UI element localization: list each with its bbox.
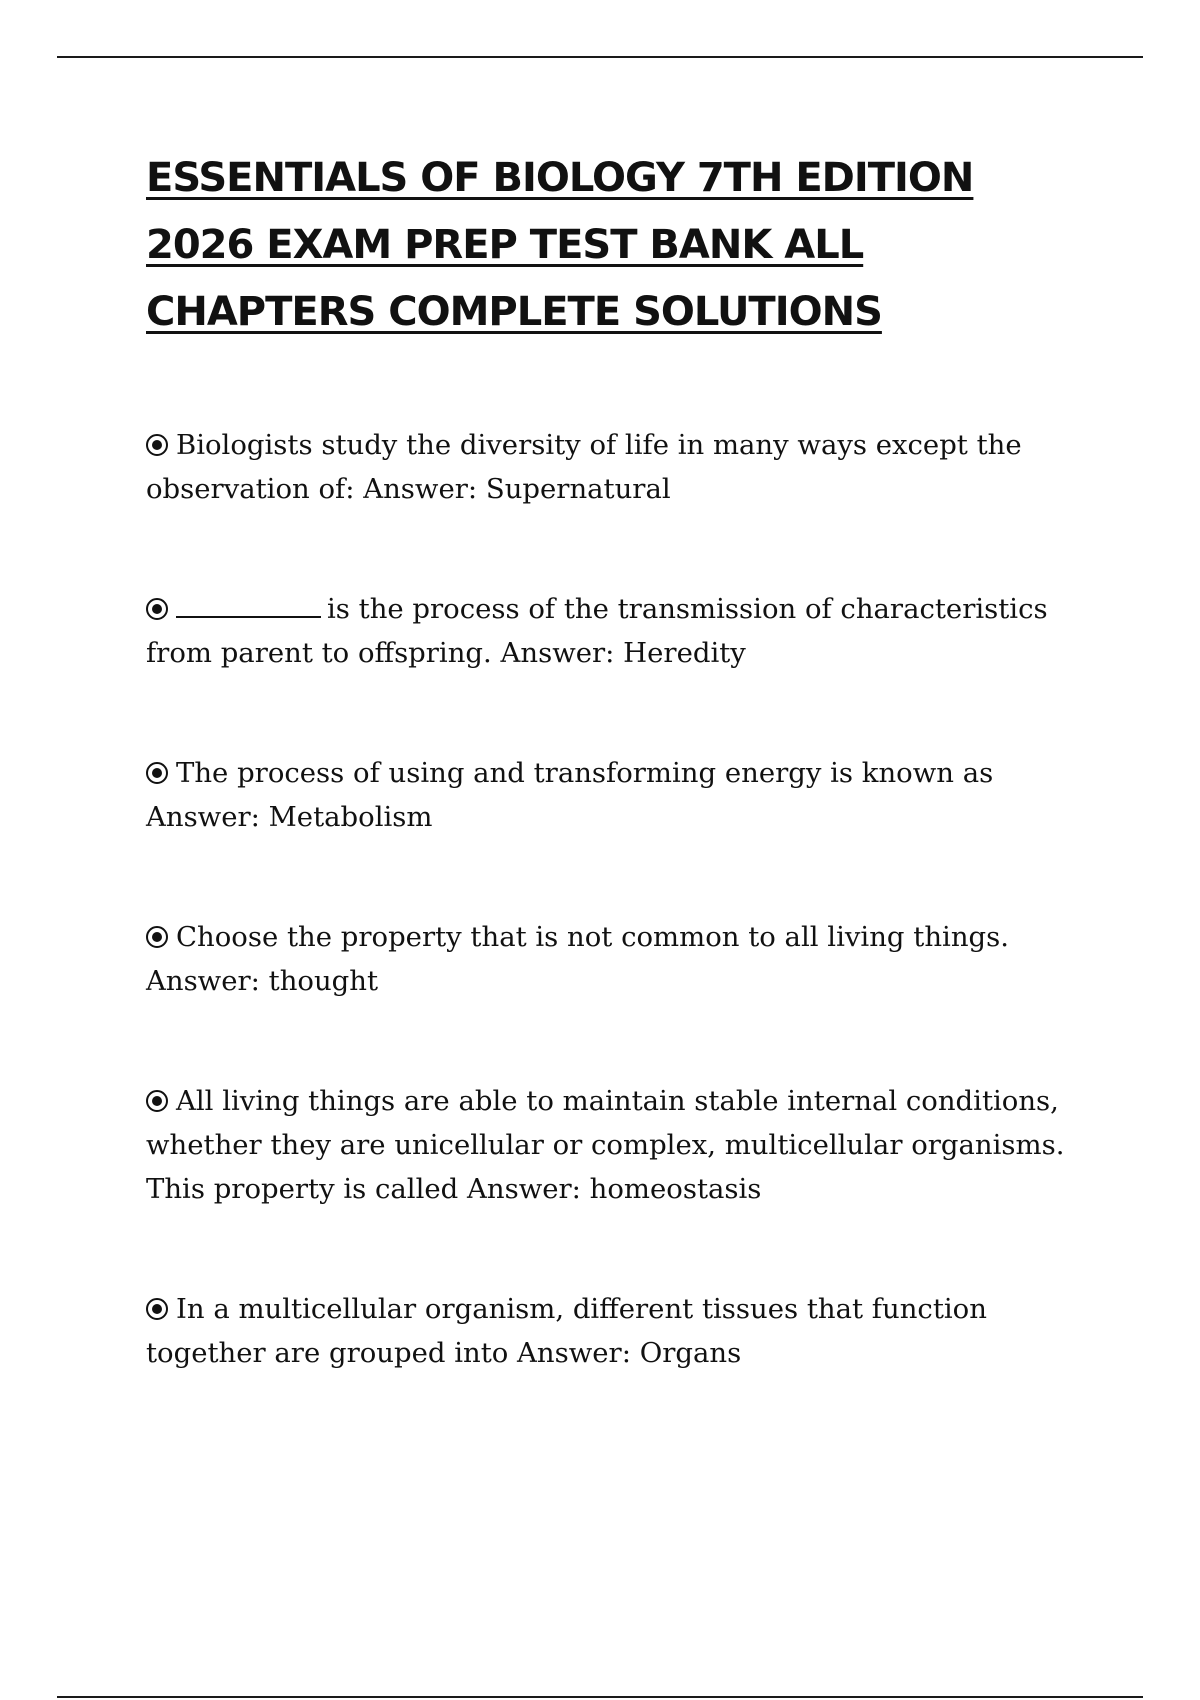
qa-item-4 [146,915,1066,1003]
question-answer-list [146,423,1066,1451]
fisheye-bullet-icon [146,434,168,456]
qa-item-text: All living things are able to maintain stable internal conditions, whether they are unicellular or complex, multicellular organisms. This property is called Answer: homeostasis [146,1085,1065,1205]
qa-item-5 [146,1079,1066,1211]
fisheye-bullet-icon [146,1298,168,1320]
qa-item-text: Choose the property that is not common to all living things. Answer: thought [146,921,1009,997]
fill-in-blank [176,590,321,618]
qa-item-text: Biologists study the diversity of life in many ways except the observation of: Answer: Supernatural [146,429,1022,505]
top-divider [57,56,1143,58]
qa-item-text: The process of using and transforming energy is known as Answer: Metabolism [146,757,994,833]
qa-item-text: is the process of the transmission of characteristics from parent to offspring. Answer: Heredity [146,593,1048,669]
qa-item-3 [146,751,1066,839]
qa-item-6 [146,1287,1066,1375]
bottom-divider [57,1696,1143,1698]
fisheye-bullet-icon [146,762,168,784]
qa-item-2 [146,587,1066,675]
fisheye-bullet-icon [146,598,168,620]
qa-item-1 [146,423,1066,511]
document-title: ESSENTIALS OF BIOLOGY 7TH EDITION 2026 EXAM PREP TEST BANK ALL CHAPTERS COMPLETE SOLUTIONS [146,155,974,335]
qa-item-text: In a multicellular organism, different tissues that function together are grouped into Answer: Organs [146,1293,987,1369]
fisheye-bullet-icon [146,926,168,948]
fisheye-bullet-icon [146,1090,168,1112]
